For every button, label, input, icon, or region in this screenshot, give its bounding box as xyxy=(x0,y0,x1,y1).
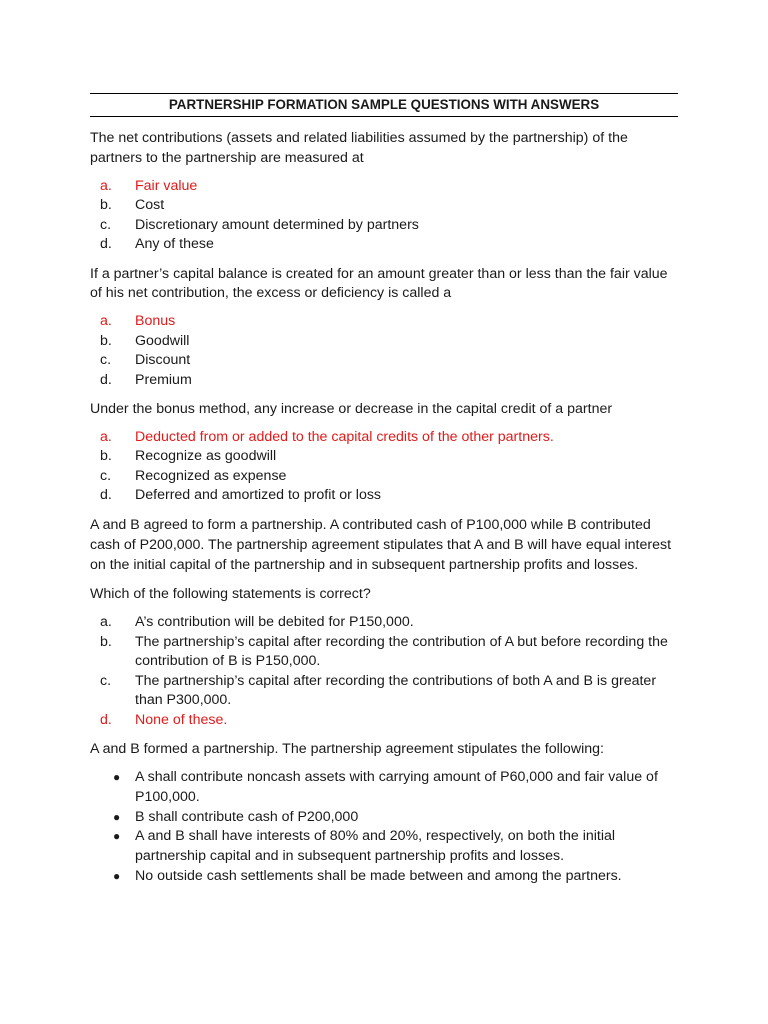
option-item xyxy=(90,711,678,731)
option-letter: a. xyxy=(100,177,112,194)
option-letter: a. xyxy=(100,428,112,445)
option-text: The partnership’s capital after recording the contribution of A but before recording the contribution of B is P150,000. xyxy=(135,633,668,670)
option-letter: d. xyxy=(100,487,112,504)
question-2-options xyxy=(90,312,678,390)
question-1-text: The net contributions (assets and related liabilities assumed by the partnership) of the partners to the partnership are measured at xyxy=(90,130,628,166)
option-item xyxy=(90,351,678,371)
option-letter: d. xyxy=(100,236,112,253)
document-page xyxy=(90,93,678,887)
option-item xyxy=(90,486,678,506)
option-letter: d. xyxy=(100,371,112,388)
option-letter: a. xyxy=(100,313,112,330)
page-title: PARTNERSHIP FORMATION SAMPLE QUESTIONS WITH ANSWERS xyxy=(168,97,600,112)
option-item xyxy=(90,467,678,487)
option-item xyxy=(90,235,678,255)
option-letter: c. xyxy=(100,216,112,233)
bullet-item xyxy=(90,768,678,808)
option-letter: b. xyxy=(100,332,112,349)
option-text: The partnership’s capital after recording the contributions of both A and B is greater than P300,000. xyxy=(135,672,657,709)
option-letter: d. xyxy=(100,711,112,728)
option-letter: b. xyxy=(100,448,112,465)
option-letter: c. xyxy=(100,672,112,689)
bullet-text: A shall contribute noncash assets with carrying amount of P60,000 and fair value of P100,000. xyxy=(135,768,658,805)
option-text: Premium xyxy=(135,371,192,388)
bullet-icon: ● xyxy=(113,868,121,883)
option-item xyxy=(90,312,678,332)
option-text: Any of these xyxy=(135,236,214,253)
option-letter: c. xyxy=(100,352,112,369)
option-text: None of these. xyxy=(135,711,228,728)
option-text: Cost xyxy=(135,197,165,214)
option-item xyxy=(90,371,678,391)
question-2-text: If a partner’s capital balance is created for an amount greater than or less than the fair value of his net contribution, the excess or deficiency is called a xyxy=(90,265,668,302)
option-text: Deducted from or added to the capital credits of the other partners. xyxy=(135,428,554,445)
question-4-prompt: Which of the following statements is correct? xyxy=(90,586,371,603)
question-4-options xyxy=(90,613,678,730)
option-text: Recognize as goodwill xyxy=(135,448,277,465)
question-4-text: A and B agreed to form a partnership. A contributed cash of P100,000 while B contributed cash of P200,000. The partnership agreement stipulates that A and B will have equal interest on the initial capital of the partnership and in subsequent partnership profits and losses. xyxy=(90,516,672,573)
question-5-bullets xyxy=(90,768,678,887)
option-letter: a. xyxy=(100,614,112,631)
option-item xyxy=(90,613,678,633)
question-3-text: Under the bonus method, any increase or decrease in the capital credit of a partner xyxy=(90,401,613,418)
option-text: Fair value xyxy=(135,177,198,194)
bullet-text: A and B shall have interests of 80% and 20%, respectively, on both the initial partnership capital and in subsequent partnership profits and losses. xyxy=(135,828,616,865)
bullet-text: No outside cash settlements shall be made between and among the partners. xyxy=(135,867,622,884)
option-item xyxy=(90,196,678,216)
option-letter: c. xyxy=(100,467,112,484)
bullet-icon: ● xyxy=(113,829,121,844)
option-text: A’s contribution will be debited for P150,000. xyxy=(135,614,414,631)
option-letter: b. xyxy=(100,197,112,214)
option-text: Recognized as expense xyxy=(135,467,287,484)
option-item xyxy=(90,428,678,448)
option-text: Discretionary amount determined by partners xyxy=(135,216,419,233)
option-item xyxy=(90,216,678,236)
option-letter: b. xyxy=(100,633,112,650)
option-text: Deferred and amortized to profit or loss xyxy=(135,487,382,504)
option-text: Discount xyxy=(135,352,191,369)
option-text: Goodwill xyxy=(135,332,190,349)
question-5-text: A and B formed a partnership. The partnership agreement stipulates the following: xyxy=(90,741,604,758)
option-item xyxy=(90,672,678,711)
title-bottom-rule xyxy=(90,116,678,117)
bullet-icon: ● xyxy=(113,809,121,824)
option-item xyxy=(90,633,678,672)
bullet-text: B shall contribute cash of P200,000 xyxy=(135,808,359,825)
bullet-icon: ● xyxy=(113,769,121,784)
option-item xyxy=(90,332,678,352)
option-text: Bonus xyxy=(135,313,176,330)
bullet-item xyxy=(90,827,678,867)
question-3-options xyxy=(90,428,678,506)
bullet-item xyxy=(90,808,678,828)
question-1-options xyxy=(90,177,678,255)
option-item xyxy=(90,177,678,197)
option-item xyxy=(90,447,678,467)
bullet-item xyxy=(90,867,678,887)
